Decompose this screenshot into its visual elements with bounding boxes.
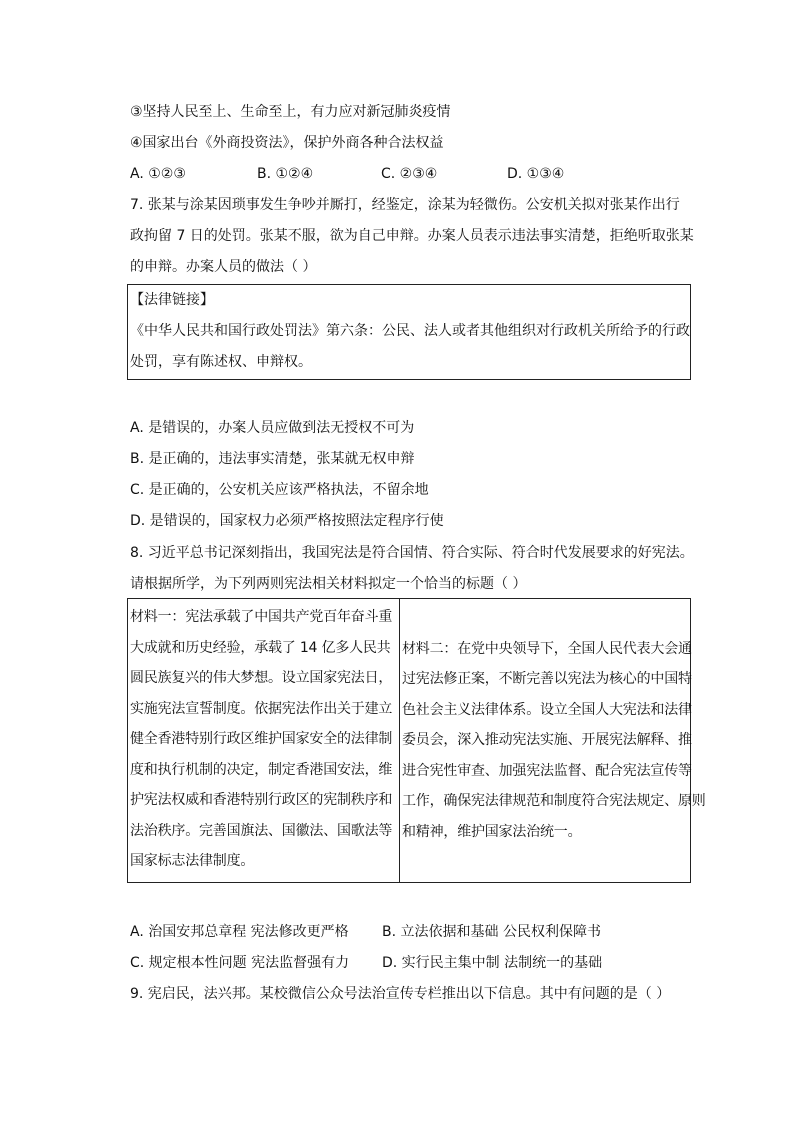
q7-option-b: B. 是正确的，违法事实清楚，张某就无权申辩: [130, 451, 415, 467]
material-1-line: 国家标志法律制度。: [130, 853, 255, 869]
material-1-line: 健全香港特别行政区维护国家安全的法律制: [130, 731, 393, 747]
q8-option-c: C. 规定根本性问题 宪法监督强有力: [130, 955, 350, 971]
q9-stem: 9. 宪启民，法兴邦。某校微信公众号法治宣传专栏推出以下信息。其中有问题的是（ ）: [130, 986, 671, 1002]
q7-option-a: A. 是错误的，办案人员应做到法无授权不可为: [130, 420, 415, 436]
q8-option-a: A. 治国安邦总章程 宪法修改更严格: [130, 924, 349, 940]
material-1-cell: [128, 599, 400, 883]
material-2-line: 和精神，维护国家法治统一。: [402, 823, 582, 840]
material-2-line: 工作，确保宪法律规范和制度符合宪法规定、原则: [402, 793, 706, 810]
material-2-line: 材料二：在党中央领导下，全国人民代表大会通: [402, 640, 692, 657]
q8-stem-line-2: 请根据所学，为下列两则宪法相关材料拟定一个恰当的标题（ ）: [130, 576, 527, 592]
material-1-line: 度和执行机制的决定，制定香港国安法，维: [130, 761, 393, 778]
material-1-line: 圆民族复兴的伟大梦想。设立国家宪法日，: [130, 670, 393, 686]
material-1-line: 大成就和历史经验，承载了 14 亿多人民共: [130, 639, 391, 656]
q7-stem-line-1: 7. 张某与涂某因琐事发生争吵并厮打，经鉴定，涂某为轻微伤。公安机关拟对张某作出行: [130, 197, 680, 213]
q6-options: [130, 164, 564, 184]
material-2-line: 进合宪性审查、加强宪法监督、配合宪法宣传等: [402, 762, 692, 779]
material-1-line: 法治秩序。完善国旗法、国徽法、国歌法等: [130, 822, 393, 839]
material-1-line: 护宪法权威和香港特别行政区的宪制秩序和: [130, 792, 393, 808]
q7-option-c: C. 是正确的，公安机关应该严格执法，不留余地: [130, 482, 429, 498]
material-1-line: 材料一：宪法承载了中国共产党百年奋斗重: [130, 609, 393, 625]
law-link-title: 【法律链接】: [130, 292, 214, 308]
q8-options-row-2: [130, 953, 602, 973]
q8-option-d: D. 实行民主集中制 法制统一的基础: [382, 955, 603, 971]
law-link-text-1: 《中华人民共和国行政处罚法》第六条：公民、法人或者其他组织对行政机关所给予的行政: [130, 323, 690, 339]
q6-option-a: A. ①②③: [130, 166, 186, 182]
q6-option-c: C. ②③④: [381, 166, 438, 182]
material-2-line: 过宪法修正案，不断完善以宪法为核心的中国特: [402, 671, 692, 688]
q6-option-b: B. ①②④: [257, 166, 314, 182]
law-link-box: [127, 284, 691, 380]
material-2-cell: [400, 599, 706, 883]
statement-3: ③坚持人民至上、生命至上，有力应对新冠肺炎疫情: [130, 104, 451, 120]
q7-stem-line-2: 政拘留 7 日的处罚。张某不服，欲为自己申辩。办案人员表示违法事实清楚，拒绝听取张某: [130, 228, 694, 244]
material-2-line: 委员会，深入推动宪法实施、开展宪法解释、推: [402, 732, 692, 749]
material-2-line: 色社会主义法律体系。设立全国人大宪法和法律: [402, 701, 692, 718]
material-1-line: 实施宪法宣誓制度。依据宪法作出关于建立: [130, 700, 393, 717]
q7-stem-line-3: 的申辩。办案人员的做法（ ）: [130, 259, 317, 275]
q8-options-row-1: [130, 922, 601, 942]
q6-option-d: D. ①③④: [507, 166, 565, 182]
q8-materials-table: [127, 598, 706, 883]
q8-stem-line-1: 8. 习近平总书记深刻指出，我国宪法是符合国情、符合实际、符合时代发展要求的好宪法。: [130, 545, 694, 561]
q8-option-b: B. 立法依据和基础 公民权利保障书: [382, 924, 601, 940]
statement-4: ④国家出台《外商投资法》，保护外商各种合法权益: [130, 135, 444, 151]
q7-option-d: D. 是错误的，国家权力必须严格按照法定程序行使: [130, 513, 444, 529]
law-link-text-2: 处罚，享有陈述权、申辩权。: [130, 354, 312, 370]
